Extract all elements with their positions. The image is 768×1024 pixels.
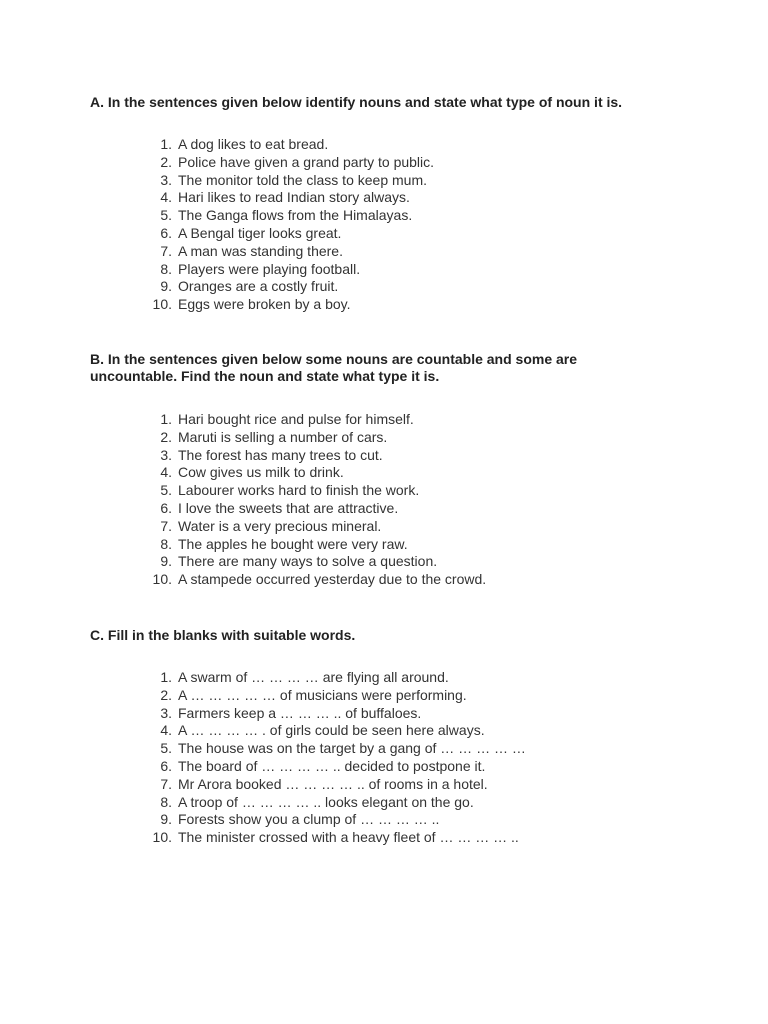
list-item: [150, 261, 670, 279]
item-number: 1.: [160, 411, 172, 427]
section-c-list: [150, 669, 670, 847]
section-b-heading-line1: B. In the sentences given below some nouns are countable and some are: [90, 351, 578, 367]
item-number: 4.: [160, 722, 172, 739]
item-number: 4.: [160, 464, 172, 481]
item-text: The minister crossed with a heavy fleet of … … … … ..: [178, 829, 519, 846]
section-b-heading-line2: uncountable. Find the noun and state what type it is.: [90, 368, 440, 384]
list-item: [150, 722, 670, 740]
list-item: [150, 776, 670, 794]
item-text: I love the sweets that are attractive.: [178, 499, 399, 516]
list-item: [150, 154, 670, 172]
item-number: 1.: [160, 669, 172, 685]
section-b: [90, 351, 710, 588]
item-text: A man was standing there.: [178, 242, 343, 259]
list-item: [150, 740, 670, 758]
list-item: [150, 136, 670, 154]
section-a: [90, 94, 710, 313]
item-text: The monitor told the class to keep mum.: [178, 171, 427, 188]
list-item: [150, 705, 670, 723]
item-number: 3.: [160, 446, 172, 463]
list-item: [150, 278, 670, 296]
item-text: Players were playing football.: [178, 260, 361, 277]
section-a-heading: A. In the sentences given below identify nouns and state what type of noun it is.: [90, 94, 623, 110]
item-number: 4.: [160, 189, 172, 206]
list-item: [150, 482, 670, 500]
item-text: A Bengal tiger looks great.: [178, 224, 342, 241]
item-text: The apples he bought were very raw.: [178, 535, 408, 552]
list-item: [150, 794, 670, 812]
item-number: 3.: [160, 704, 172, 721]
item-text: Oranges are a costly fruit.: [178, 278, 339, 295]
item-text: A … … … … . of girls could be seen here always.: [178, 722, 485, 739]
list-item: [150, 296, 670, 314]
item-number: 10.: [152, 296, 172, 313]
list-item: [150, 669, 670, 687]
item-text: Cow gives us milk to drink.: [178, 464, 344, 481]
list-item: [150, 225, 670, 243]
item-number: 2.: [160, 428, 172, 445]
item-text: Water is a very precious mineral.: [178, 517, 382, 534]
list-item: [150, 464, 670, 482]
item-number: 7.: [160, 242, 172, 259]
item-text: The house was on the target by a gang of … … … … …: [178, 740, 526, 757]
item-number: 6.: [160, 224, 172, 241]
item-text: Maruti is selling a number of cars.: [178, 428, 388, 445]
list-item: [150, 536, 670, 554]
section-c-heading: C. Fill in the blanks with suitable words.: [90, 627, 356, 643]
section-a-list: [150, 136, 670, 314]
item-number: 6.: [160, 757, 172, 774]
item-text: Forests show you a clump of … … … … ..: [178, 811, 440, 828]
item-number: 9.: [160, 553, 172, 570]
item-text: Mr Arora booked … … … … .. of rooms in a hotel.: [178, 775, 488, 792]
item-text: The Ganga flows from the Himalayas.: [178, 207, 413, 224]
list-item: [150, 207, 670, 225]
item-text: A stampede occurred yesterday due to the crowd.: [178, 571, 487, 588]
list-item: [150, 189, 670, 207]
item-text: A dog likes to eat bread.: [178, 136, 329, 152]
item-text: Hari bought rice and pulse for himself.: [178, 411, 414, 427]
list-item: [150, 172, 670, 190]
item-text: The forest has many trees to cut.: [178, 446, 383, 463]
list-item: [150, 829, 670, 847]
item-text: Farmers keep a … … … .. of buffaloes.: [178, 704, 422, 721]
item-text: Eggs were broken by a boy.: [178, 296, 351, 313]
item-number: 1.: [160, 136, 172, 152]
list-item: [150, 758, 670, 776]
list-item: [150, 553, 670, 571]
item-text: A swarm of … … … … are flying all around.: [178, 669, 449, 685]
item-number: 8.: [160, 260, 172, 277]
list-item: [150, 429, 670, 447]
list-item: [150, 500, 670, 518]
item-number: 7.: [160, 517, 172, 534]
item-number: 10.: [152, 829, 172, 846]
item-number: 8.: [160, 535, 172, 552]
item-number: 9.: [160, 811, 172, 828]
section-c: [90, 627, 710, 846]
item-number: 8.: [160, 793, 172, 810]
section-b-heading: [90, 351, 710, 385]
list-item: [150, 518, 670, 536]
item-number: 10.: [152, 571, 172, 588]
list-item: [150, 243, 670, 261]
list-item: [150, 447, 670, 465]
item-text: Police have given a grand party to public.: [178, 153, 435, 170]
item-text: Labourer works hard to finish the work.: [178, 482, 420, 499]
item-text: A troop of … … … … .. looks elegant on the go.: [178, 793, 474, 810]
item-number: 6.: [160, 499, 172, 516]
item-number: 5.: [160, 740, 172, 757]
item-number: 2.: [160, 153, 172, 170]
item-text: Hari likes to read Indian story always.: [178, 189, 410, 206]
item-text: A … … … … … of musicians were performing.: [178, 686, 467, 703]
list-item: [150, 571, 670, 589]
item-number: 5.: [160, 482, 172, 499]
item-number: 3.: [160, 171, 172, 188]
item-text: There are many ways to solve a question.: [178, 553, 438, 570]
item-number: 5.: [160, 207, 172, 224]
item-number: 2.: [160, 686, 172, 703]
item-number: 7.: [160, 775, 172, 792]
section-b-list: [150, 411, 670, 589]
item-text: The board of … … … … .. decided to postpone it.: [178, 757, 486, 774]
list-item: [150, 411, 670, 429]
list-item: [150, 687, 670, 705]
list-item: [150, 811, 670, 829]
item-number: 9.: [160, 278, 172, 295]
